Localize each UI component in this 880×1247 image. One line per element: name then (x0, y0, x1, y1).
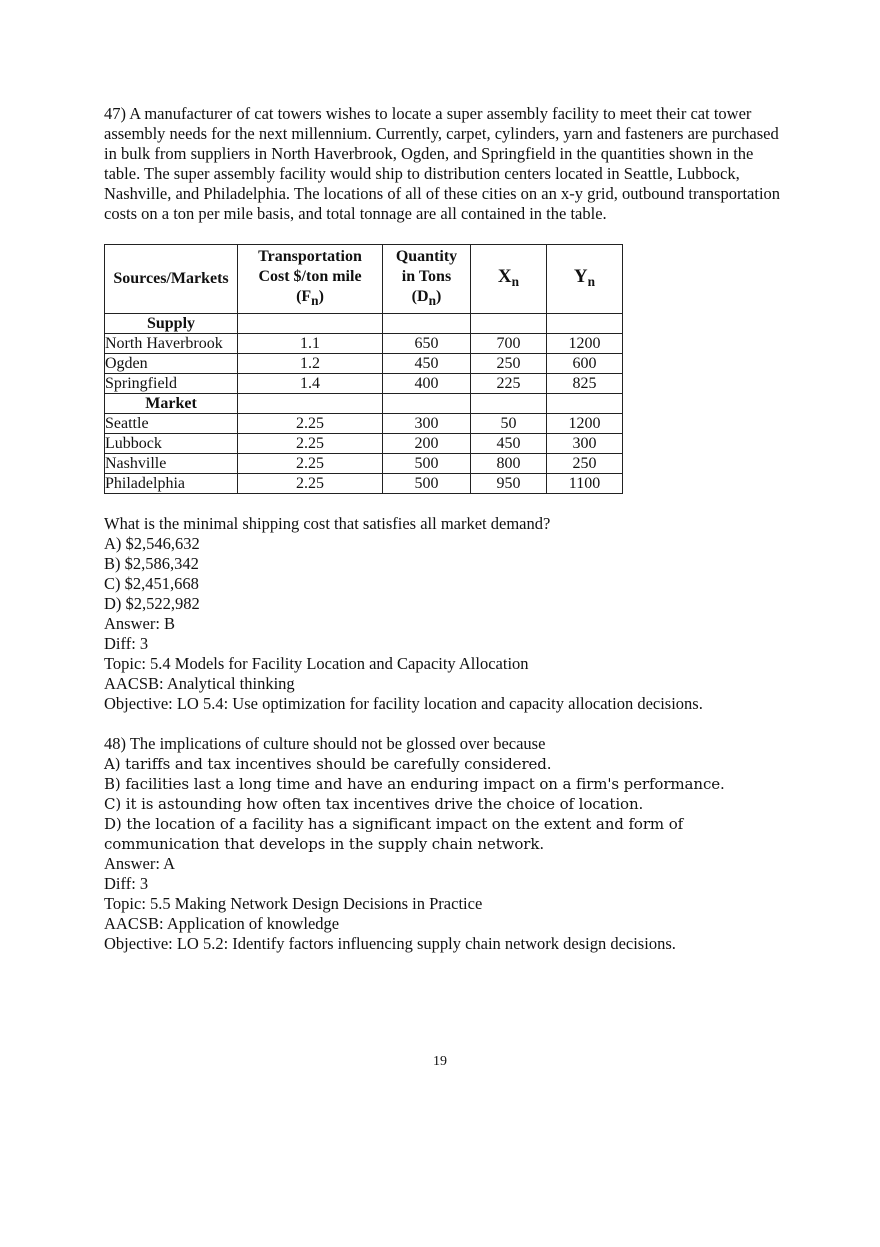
row-name: Springfield (105, 374, 238, 394)
table-row (105, 474, 623, 494)
row-y: 1100 (547, 474, 623, 494)
row-y: 825 (547, 374, 623, 394)
supply-group-row (105, 314, 623, 334)
option-b: B) facilities last a long time and have an enduring impact on a firm's performance. (104, 775, 725, 794)
table-header-row (105, 245, 623, 314)
row-cost: 1.4 (238, 374, 383, 394)
question-47-text: 47) A manufacturer of cat towers wishes to locate a super assembly facility to meet their cat tower assembly needs for the next millennium. Currently, carpet, cylinders, yarn and fasteners are purchased in bulk from suppliers in North Haverbrook, Ogden, and Springfield in the quantities shown in the table. The super assembly facility would ship to distribution centers located in Seattle, Lubbock, Nashville, and Philadelphia. The locations of all of these cities on an x-y grid, outbound transportation costs on a ton per mile basis, and total tonnage are all contained in the table. (104, 104, 781, 223)
row-y: 1200 (547, 414, 623, 434)
row-name: North Haverbrook (105, 334, 238, 354)
question-47-prompt: What is the minimal shipping cost that satisfies all market demand? (104, 514, 551, 534)
answer: Answer: B (104, 614, 176, 634)
location-data-table (104, 244, 623, 494)
row-x: 50 (471, 414, 547, 434)
row-x: 450 (471, 434, 547, 454)
row-x: 225 (471, 374, 547, 394)
header-x-symbol: X (497, 265, 512, 287)
row-y: 1200 (547, 334, 623, 354)
row-qty: 500 (383, 474, 471, 494)
header-cost-line3: (F (296, 288, 312, 305)
row-name: Seattle (105, 414, 238, 434)
row-qty: 200 (383, 434, 471, 454)
aacsb: AACSB: Application of knowledge (104, 914, 340, 934)
market-group-row (105, 394, 623, 414)
aacsb: AACSB: Analytical thinking (104, 674, 295, 694)
table-row (105, 434, 623, 454)
row-x: 800 (471, 454, 547, 474)
row-cost: 2.25 (238, 454, 383, 474)
row-cost: 2.25 (238, 434, 383, 454)
difficulty: Diff: 3 (104, 874, 149, 894)
row-qty: 450 (383, 354, 471, 374)
option-a: A) tariffs and tax incentives should be carefully considered. (104, 755, 552, 774)
option-a: A) $2,546,632 (104, 534, 200, 554)
market-label: Market (105, 394, 238, 414)
row-x: 950 (471, 474, 547, 494)
answer: Answer: A (104, 854, 176, 874)
question-48-prompt: 48) The implications of culture should not be glossed over because (104, 734, 546, 754)
row-cost: 1.2 (238, 354, 383, 374)
header-y-symbol: Y (573, 265, 588, 287)
header-cost-line1: Transportation (258, 248, 362, 265)
objective: Objective: LO 5.4: Use optimization for facility location and capacity allocation decisions. (104, 694, 703, 714)
header-cost-line2: Cost $/ton mile (258, 268, 362, 285)
question-48-body (104, 734, 794, 954)
row-y: 250 (547, 454, 623, 474)
row-qty: 650 (383, 334, 471, 354)
header-x (471, 245, 547, 314)
row-x: 250 (471, 354, 547, 374)
difficulty: Diff: 3 (104, 634, 149, 654)
row-name: Ogden (105, 354, 238, 374)
header-quantity (383, 245, 471, 314)
option-d: D) $2,522,982 (104, 594, 200, 614)
table-row (105, 354, 623, 374)
header-qty-sub: n (428, 293, 436, 309)
page-number: 19 (433, 1054, 447, 1069)
topic: Topic: 5.4 Models for Facility Location and Capacity Allocation (104, 654, 529, 674)
header-sources-markets: Sources/Markets (105, 245, 238, 314)
table-row (105, 414, 623, 434)
row-name: Lubbock (105, 434, 238, 454)
question-47-body (104, 514, 794, 714)
header-x-sub: n (511, 273, 520, 289)
option-c: C) it is astounding how often tax incentives drive the choice of location. (104, 795, 644, 814)
option-c: C) $2,451,668 (104, 574, 199, 594)
row-qty: 500 (383, 454, 471, 474)
row-name: Philadelphia (105, 474, 238, 494)
page-content (104, 104, 794, 954)
row-cost: 2.25 (238, 414, 383, 434)
header-y (547, 245, 623, 314)
table-row (105, 374, 623, 394)
supply-label: Supply (105, 314, 238, 334)
header-transportation-cost (238, 245, 383, 314)
table-row (105, 334, 623, 354)
option-b: B) $2,586,342 (104, 554, 199, 574)
table-row (105, 454, 623, 474)
header-qty-line1: Quantity (395, 248, 458, 265)
row-qty: 300 (383, 414, 471, 434)
row-y: 300 (547, 434, 623, 454)
row-name: Nashville (105, 454, 238, 474)
row-y: 600 (547, 354, 623, 374)
header-y-sub: n (587, 273, 596, 289)
topic: Topic: 5.5 Making Network Design Decisions in Practice (104, 894, 483, 914)
objective: Objective: LO 5.2: Identify factors influencing supply chain network design decisions. (104, 934, 676, 954)
row-qty: 400 (383, 374, 471, 394)
row-cost: 1.1 (238, 334, 383, 354)
header-qty-line2: in Tons (401, 268, 452, 285)
row-cost: 2.25 (238, 474, 383, 494)
header-cost-sub: n (311, 293, 319, 309)
header-qty-line3: (D (411, 288, 429, 305)
header-qty-close: ) (435, 288, 442, 305)
option-d: D) the location of a facility has a significant impact on the extent and form of communication that develops in the supply chain network. (104, 815, 684, 854)
header-cost-close: ) (318, 288, 324, 305)
row-x: 700 (471, 334, 547, 354)
